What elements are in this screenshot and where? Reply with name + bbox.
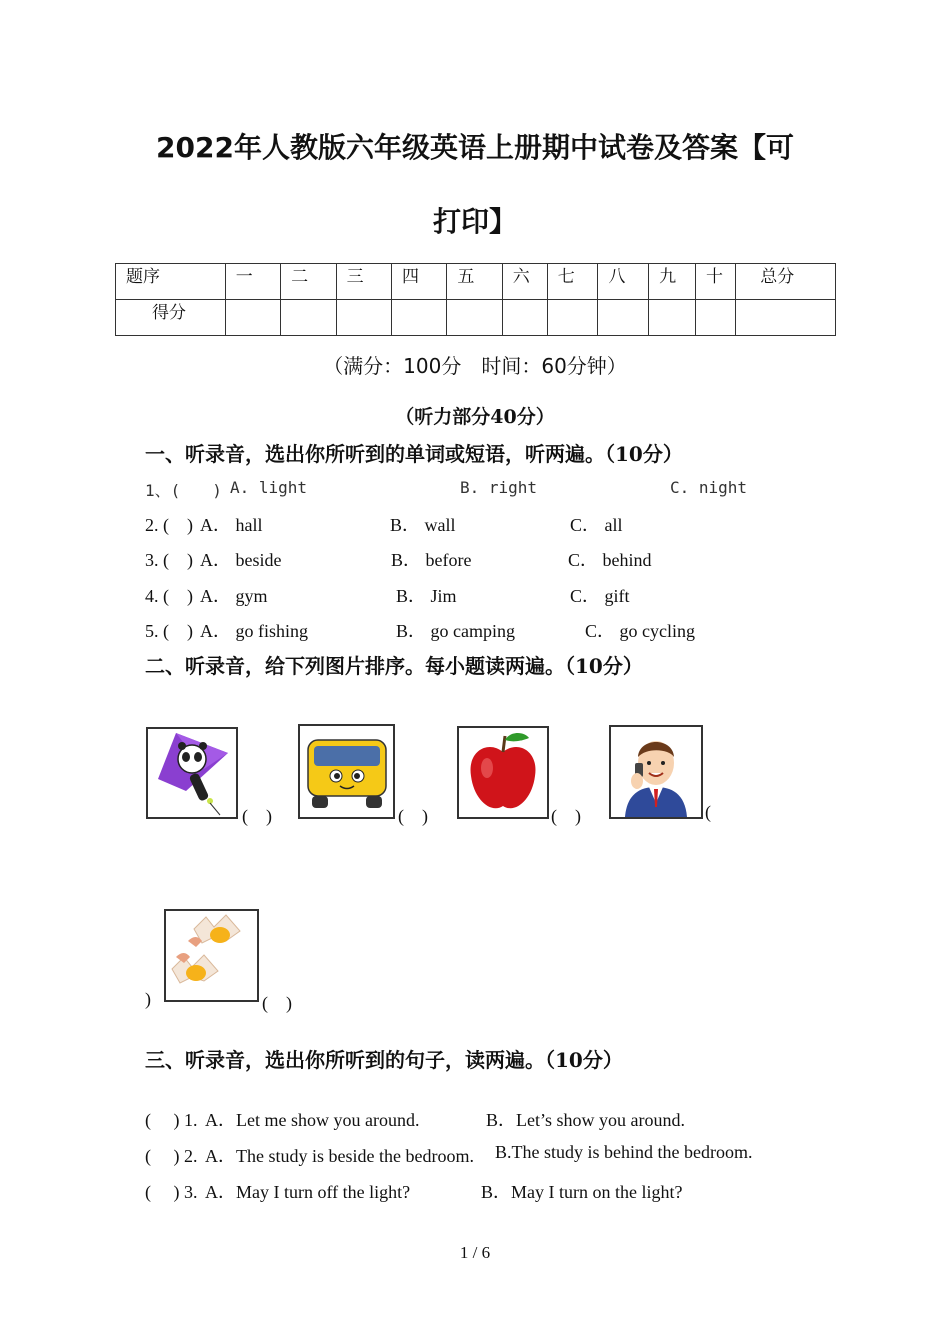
yellow-bus-picture bbox=[298, 724, 395, 819]
score-cell[interactable] bbox=[502, 300, 547, 336]
option-b[interactable]: B． Jim bbox=[396, 586, 457, 606]
option-a[interactable]: A. light bbox=[230, 478, 308, 497]
table-cell: 八 bbox=[598, 264, 649, 300]
score-cell[interactable] bbox=[547, 300, 598, 336]
table-cell: 五 bbox=[447, 264, 502, 300]
score-cell[interactable] bbox=[736, 300, 836, 336]
page-title-line-1: 2022年人教版六年级英语上册期中试卷及答案【可 bbox=[156, 131, 794, 164]
table-cell: 题序 bbox=[116, 264, 226, 300]
table-cell: 总分 bbox=[736, 264, 836, 300]
apple-icon bbox=[459, 728, 547, 817]
option-a[interactable]: A． hall bbox=[200, 515, 263, 535]
option-b[interactable]: B． go camping bbox=[396, 621, 515, 641]
man-on-phone-picture bbox=[609, 725, 703, 819]
question-number: 4. ( ) bbox=[145, 586, 193, 606]
eggs-picture bbox=[164, 909, 259, 1002]
question-number: ( ) 1. bbox=[145, 1110, 198, 1130]
score-cell[interactable] bbox=[447, 300, 502, 336]
egg-icon bbox=[166, 911, 257, 1000]
section-1-heading: 一、听录音，选出你所听到的单词或短语，听两遍。（10分） bbox=[145, 442, 683, 466]
question-number: ( ) 3. bbox=[145, 1182, 198, 1202]
table-cell: 七 bbox=[547, 264, 598, 300]
table-cell: 四 bbox=[391, 264, 446, 300]
answer-blank[interactable]: ( ) bbox=[551, 806, 581, 826]
answer-blank[interactable]: ( ) bbox=[262, 993, 292, 1013]
option-b[interactable]: B． wall bbox=[390, 515, 456, 535]
answer-blank[interactable]: ( ) bbox=[242, 806, 272, 826]
option-a[interactable]: A．Let me show you around. bbox=[205, 1110, 420, 1130]
option-a[interactable]: A． gym bbox=[200, 586, 268, 606]
option-a[interactable]: A．The study is beside the bedroom. bbox=[205, 1146, 474, 1166]
option-a[interactable]: A．May I turn off the light? bbox=[205, 1182, 411, 1202]
table-cell: 六 bbox=[502, 264, 547, 300]
score-table bbox=[115, 263, 836, 336]
section-2-heading: 二、听录音，给下列图片排序。每小题读两遍。（10分） bbox=[145, 654, 643, 678]
score-cell[interactable] bbox=[281, 300, 336, 336]
question-number: 1、( ) bbox=[145, 481, 222, 500]
answer-blank[interactable]: ( ) bbox=[398, 806, 428, 826]
table-cell: 九 bbox=[649, 264, 696, 300]
page-title-line-2: 打印】 bbox=[432, 205, 517, 238]
red-apple-picture bbox=[457, 726, 549, 819]
answer-blank-open[interactable]: ( bbox=[705, 802, 711, 822]
question-number: ( ) 2. bbox=[145, 1146, 198, 1166]
option-b[interactable]: B．May I turn on the light? bbox=[481, 1182, 683, 1202]
kite-icon bbox=[148, 729, 236, 817]
question-number: 2. ( ) bbox=[145, 515, 193, 535]
score-cell[interactable] bbox=[598, 300, 649, 336]
score-table-header-row bbox=[116, 264, 836, 300]
panda-kite-picture bbox=[146, 727, 238, 819]
option-a[interactable]: A． beside bbox=[200, 550, 282, 570]
question-number: 3. ( ) bbox=[145, 550, 193, 570]
exam-info: （满分：100分 时间：60分钟） bbox=[323, 354, 627, 378]
bus-icon bbox=[300, 726, 393, 817]
option-b[interactable]: B． before bbox=[391, 550, 472, 570]
table-cell: 二 bbox=[281, 264, 336, 300]
option-c[interactable]: C． all bbox=[570, 515, 623, 535]
table-cell: 得分 bbox=[116, 300, 226, 336]
question-number: 5. ( ) bbox=[145, 621, 193, 641]
score-cell[interactable] bbox=[336, 300, 391, 336]
table-cell: 三 bbox=[336, 264, 391, 300]
table-cell: 十 bbox=[696, 264, 736, 300]
table-cell: 一 bbox=[225, 264, 280, 300]
option-b[interactable]: B. right bbox=[460, 478, 538, 497]
answer-blank-close[interactable]: ) bbox=[145, 989, 151, 1009]
score-cell[interactable] bbox=[225, 300, 280, 336]
score-cell[interactable] bbox=[391, 300, 446, 336]
option-c[interactable]: C． gift bbox=[570, 586, 630, 606]
option-c[interactable]: C． behind bbox=[568, 550, 652, 570]
listening-header: （听力部分40分） bbox=[395, 406, 555, 428]
person-icon bbox=[611, 727, 701, 817]
score-cell[interactable] bbox=[649, 300, 696, 336]
section-3-heading: 三、听录音，选出你所听到的句子，读两遍。（10分） bbox=[145, 1048, 623, 1072]
option-b[interactable]: B．Let’s show you around. bbox=[486, 1110, 685, 1130]
option-c[interactable]: C． go cycling bbox=[585, 621, 695, 641]
score-table-score-row bbox=[116, 300, 836, 336]
option-c[interactable]: C. night bbox=[670, 478, 748, 497]
score-cell[interactable] bbox=[696, 300, 736, 336]
option-a[interactable]: A． go fishing bbox=[200, 621, 308, 641]
page-number: 1 / 6 bbox=[459, 1243, 491, 1262]
option-b[interactable]: B.The study is behind the bedroom. bbox=[495, 1142, 753, 1162]
